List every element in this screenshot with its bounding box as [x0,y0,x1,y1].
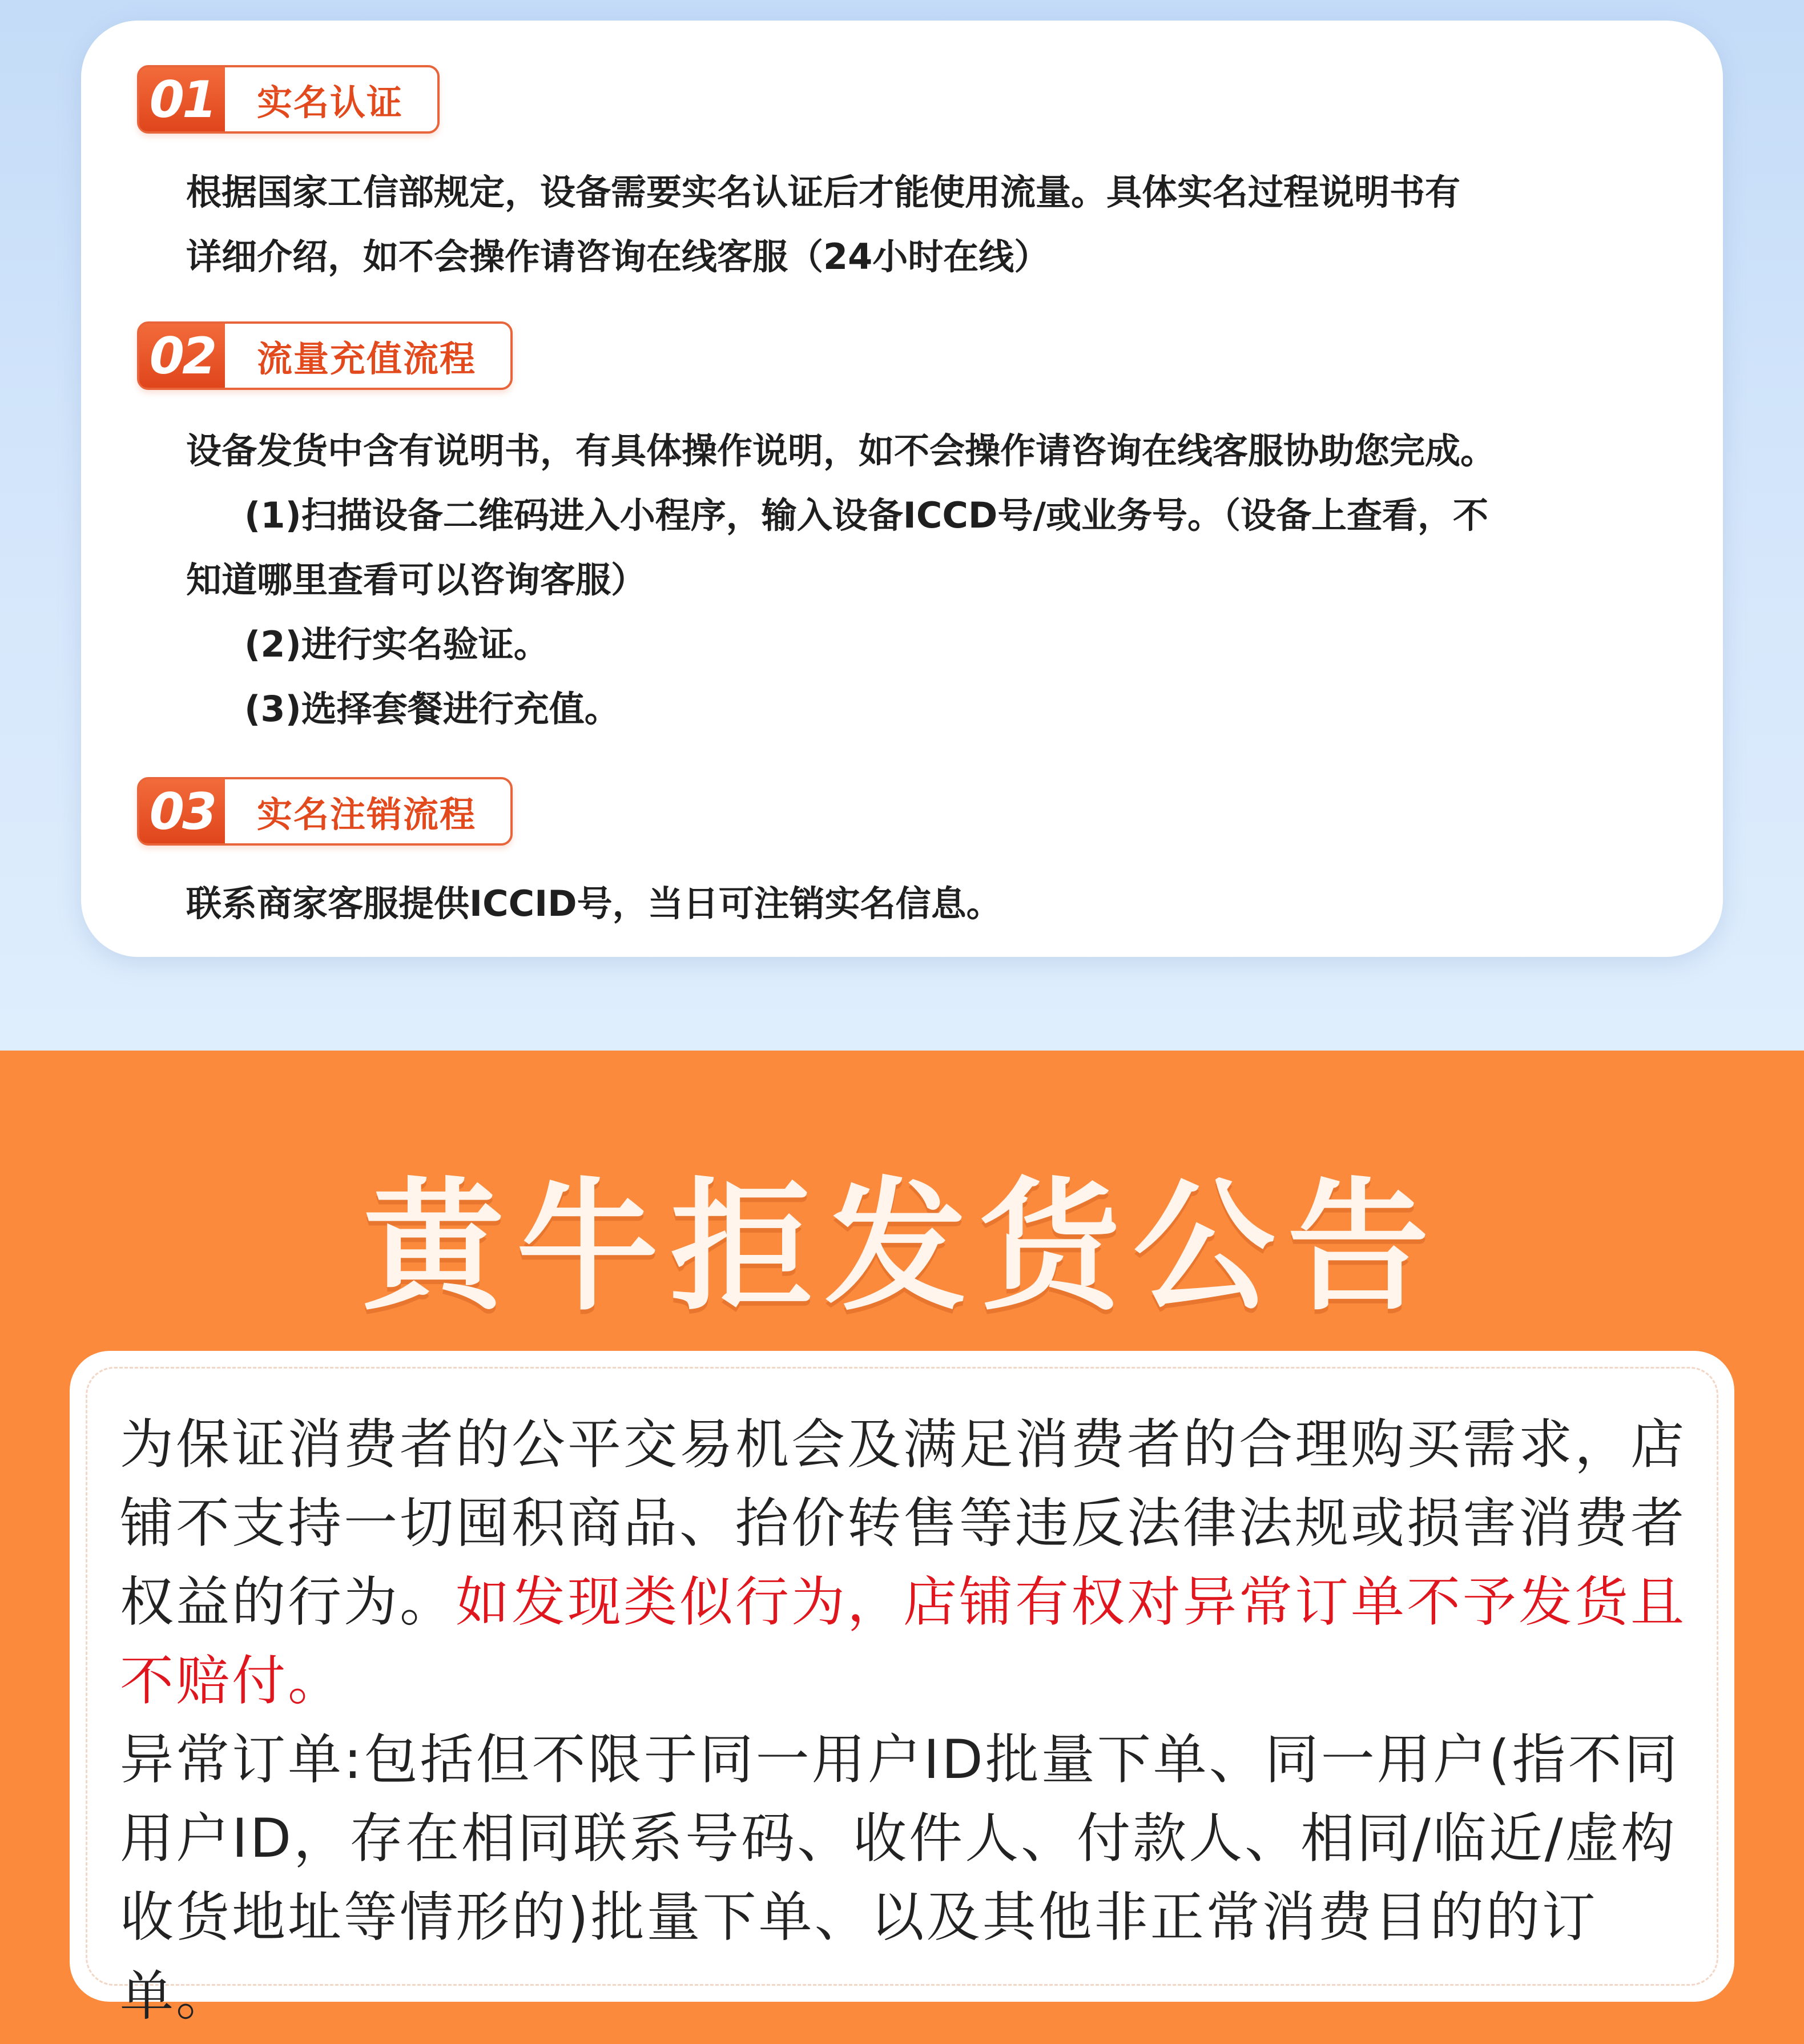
announcement-warning-text: 如发现类似行为，店铺有权对异常订单不予发货且不赔付。 [120,1571,1687,1712]
step-01-line-1: 根据国家工信部规定，设备需要实名认证后才能使用流量。具体实名过程说明书有 [186,171,1461,213]
announcement-title: 黄牛拒发货公告 [363,1165,1441,1330]
step-01-title: 实名认证 [257,81,404,123]
step-02-title: 流量充值流程 [257,337,477,380]
step-01-number: 01 [139,67,225,131]
step-03-header [137,777,513,846]
step-02-header [137,321,513,390]
step-02-number: 02 [139,324,225,388]
step-01-header [137,65,440,134]
step-03-line-1: 联系商家客服提供ICCID号，当日可注销实名信息。 [186,883,1002,924]
announcement-text-part-3: 异常订单:包括但不限于同一用户ID批量下单、同一用户(指不同用户ID，存在相同联系号码、收件人、付款人、相同/临近/虚构收货地址等情形的)批量下单、以及其他非正常消费目的的订单。 [120,1729,1680,2027]
announcement-text-part-1: 为保证消费者的公平交易机会及满足消费者的合理购买需求，店铺不支持一切囤积商品、抬价转售等违反法律法规或损害消费者权益的行为。 [120,1414,1687,1633]
step-02-line-2: (1)扫描设备二维码进入小程序，输入设备ICCD号/或业务号。（设备上查看，不 [244,494,1488,536]
step-03-number: 03 [139,779,225,843]
announcement-body [120,1406,1696,2036]
step-02-line-5: (3)选择套餐进行充值。 [244,688,620,730]
step-01-line-2: 详细介绍，如不会操作请咨询在线客服（24小时在线） [186,236,1050,277]
step-02-line-3: 知道哪里查看可以咨询客服） [186,559,647,601]
step-02-line-1: 设备发货中含有说明书，有具体操作说明，如不会操作请咨询在线客服协助您完成。 [186,430,1496,472]
step-03-title: 实名注销流程 [257,793,477,835]
step-02-line-4: (2)进行实名验证。 [244,623,549,665]
